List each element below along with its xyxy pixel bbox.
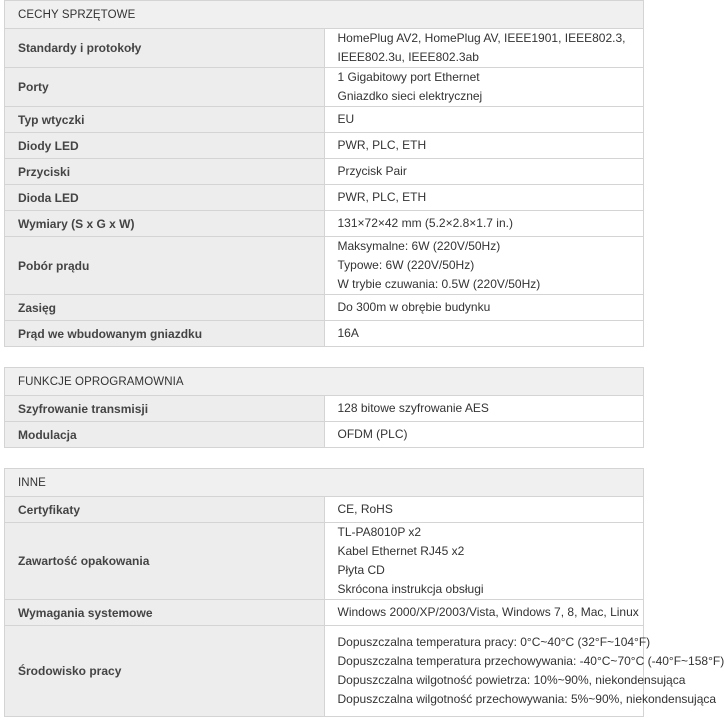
row-label: Diody LED [5,133,325,159]
row-value: 1 Gigabitowy port Ethernet Gniazdko sieci elektrycznej [324,68,644,107]
row-value: Dopuszczalna temperatura pracy: 0°C~40°C (32°F~104°F) Dopuszczalna temperatura przechowywania: -40°C~70°C (-40°F~158°F) Dopuszczalna wilgotność powietrza: 10%~90%, niekondensująca Dopuszczalna wilgotność przechowywania: 5%~90%, niekondensująca [324,626,644,717]
row-label: Prąd we wbudowanym gniazdku [5,321,325,347]
table-row [5,497,644,523]
table-row [5,211,644,237]
table-row [5,159,644,185]
row-label: Zawartość opakowania [5,523,325,600]
section-header [5,1,644,29]
row-value: Windows 2000/XP/2003/Vista, Windows 7, 8, Mac, Linux [324,600,644,626]
table-row [5,321,644,347]
row-value: PWR, PLC, ETH [324,133,644,159]
row-label: Wymagania systemowe [5,600,325,626]
row-label: Dioda LED [5,185,325,211]
table-row [5,396,644,422]
table-row [5,626,644,717]
section-spacer [0,448,647,468]
table-row [5,422,644,448]
table-row [5,237,644,295]
row-label: Zasięg [5,295,325,321]
row-value: 16A [324,321,644,347]
row-label: Środowisko pracy [5,626,325,717]
row-value: EU [324,107,644,133]
table-row [5,185,644,211]
hardware-features-table [4,0,644,347]
row-label: Standardy i protokoły [5,29,325,68]
table-row [5,600,644,626]
section-spacer [0,347,647,367]
row-label: Wymiary (S x G x W) [5,211,325,237]
section-title: FUNKCJE OPROGRAMOWNIA [5,368,644,396]
row-label: Certyfikaty [5,497,325,523]
section-header [5,368,644,396]
row-label: Szyfrowanie transmisji [5,396,325,422]
row-label: Przyciski [5,159,325,185]
table-row [5,295,644,321]
other-features-table [4,468,724,717]
row-value: CE, RoHS [324,497,644,523]
row-label: Pobór prądu [5,237,325,295]
table-row [5,107,644,133]
table-row [5,29,644,68]
table-row [5,523,644,600]
row-value: Do 300m w obrębie budynku [324,295,644,321]
row-value: OFDM (PLC) [324,422,644,448]
row-value: Maksymalne: 6W (220V/50Hz) Typowe: 6W (220V/50Hz) W trybie czuwania: 0.5W (220V/50Hz) [324,237,644,295]
row-label: Typ wtyczki [5,107,325,133]
table-row [5,133,644,159]
row-value: 128 bitowe szyfrowanie AES [324,396,644,422]
software-features-table [4,367,644,448]
table-row [5,68,644,107]
row-value: HomePlug AV2, HomePlug AV, IEEE1901, IEEE802.3, IEEE802.3u, IEEE802.3ab [324,29,644,68]
section-title: INNE [5,469,644,497]
row-label: Porty [5,68,325,107]
row-value: Przycisk Pair [324,159,644,185]
section-header [5,469,644,497]
row-value: TL-PA8010P x2 Kabel Ethernet RJ45 x2 Płyta CD Skrócona instrukcja obsługi [324,523,644,600]
row-value: PWR, PLC, ETH [324,185,644,211]
row-value: 131×72×42 mm (5.2×2.8×1.7 in.) [324,211,644,237]
section-title: CECHY SPRZĘTOWE [5,1,644,29]
row-label: Modulacja [5,422,325,448]
